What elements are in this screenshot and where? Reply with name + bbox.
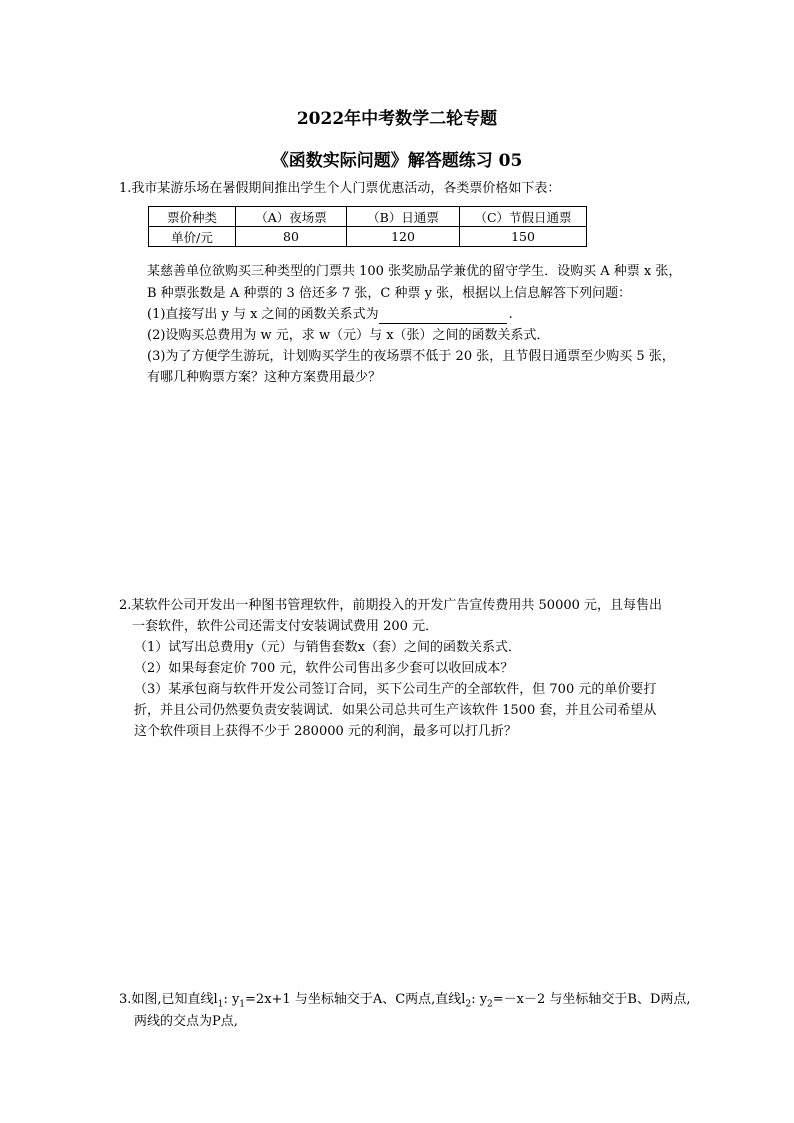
q1-intro: 1.我市某游乐场在暑假期间推出学生个人门票优惠活动，各类票价格如下表：: [119, 181, 561, 196]
q1-subquestion-3-cont: 有哪几种购票方案？这种方案费用最少？: [147, 370, 382, 385]
q1-paragraph-line: B 种票张数是 A 种票的 3 倍还多 7 张，C 种票 y 张，根据以上信息解答下列问题：: [147, 286, 632, 301]
q3-text: : y: [223, 992, 240, 1007]
q2-subquestion-2: （2）如果每套定价 700 元，软件公司售出多少套可以收回成本？: [134, 661, 514, 676]
subscript: 2: [487, 999, 493, 1010]
table-cell: （B）日通票: [347, 207, 460, 227]
q2-line: 2.某软件公司开发出一种图书管理软件，前期投入的开发广告宣传费用共 50000 元，且每售出: [119, 598, 663, 613]
price-table-row: [149, 227, 587, 247]
document-subtitle: 《函数实际问题》解答题练习 05: [271, 151, 523, 171]
table-cell: （C）节假日通票: [460, 207, 587, 227]
subscript: 2: [465, 999, 472, 1010]
q1-subquestion-1-end: .: [508, 307, 513, 322]
q3-text: : y: [471, 992, 488, 1007]
q1-subquestion-3: (3)为了方便学生游玩，计划购买学生的夜场票不低于 20 张，且节假日通票至少购买 5 张，: [147, 349, 675, 364]
table-cell: 单价/元: [149, 227, 236, 247]
q3-text: 3.如图,已知直线l: [119, 992, 218, 1007]
q3-text: =2x+1 与坐标轴交于A、C两点,直线l: [245, 992, 466, 1007]
table-cell: 80: [236, 227, 347, 247]
price-table-header-row: [149, 207, 587, 227]
q1-paragraph-line: 某慈善单位欲购买三种类型的门票共 100 张奖励品学兼优的留守学生．设购买 A 种票 x 张，: [147, 264, 682, 279]
q3-text: =－x－2 与坐标轴交于B、D两点,: [492, 992, 691, 1007]
table-cell: 150: [460, 227, 587, 247]
q3-line: [119, 991, 691, 1014]
answer-blank[interactable]: [379, 310, 507, 324]
table-cell: 120: [347, 227, 460, 247]
q3-line: 两线的交点为P点,: [134, 1014, 238, 1029]
q2-subquestion-1: （1）试写出总费用y（元）与销售套数x（套）之间的函数关系式．: [134, 640, 521, 655]
q2-subquestion-3-cont: 折，并且公司仍然要负责安装调试．如果公司总共可生产该软件 1500 套，并且公司希望从: [134, 703, 657, 718]
table-cell: 票价种类: [149, 207, 236, 227]
q1-subquestion-2: (2)设购买总费用为 w 元，求 w（元）与 x（张）之间的函数关系式．: [147, 328, 550, 343]
subscript: 1: [217, 999, 224, 1010]
q2-subquestion-3: （3）某承包商与软件开发公司签订合同，买下公司生产的全部软件，但 700 元的单价要打: [134, 682, 657, 697]
q2-subquestion-3-cont: 这个软件项目上获得不少于 280000 元的利润，最多可以打几折？: [134, 724, 517, 739]
document-title: 2022年中考数学二轮专题: [296, 109, 498, 129]
q1-subquestion-1: [147, 306, 513, 324]
q2-line: 一套软件，软件公司还需支付安装调试费用 200 元．: [132, 619, 439, 634]
q1-subquestion-1-text: (1)直接写出 y 与 x 之间的函数关系式为: [147, 307, 379, 322]
table-cell: （A）夜场票: [236, 207, 347, 227]
subscript: 1: [239, 999, 246, 1010]
price-table: [148, 206, 587, 247]
